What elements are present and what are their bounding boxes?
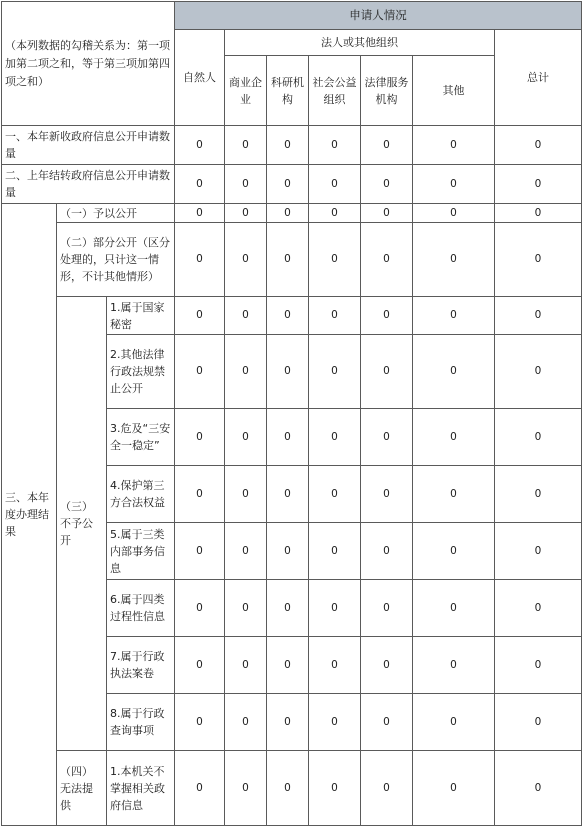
value-cell: 0 [225,523,267,580]
value-cell: 0 [309,694,361,751]
value-cell: 0 [267,126,309,165]
value-cell: 0 [267,466,309,523]
applicant-header: 申请人情况 [175,2,582,30]
value-cell: 0 [175,694,225,751]
value-cell: 0 [267,580,309,637]
value-cell: 0 [495,580,582,637]
value-cell: 0 [267,409,309,466]
row-label: （一）予以公开 [57,204,175,223]
value-cell: 0 [175,466,225,523]
sub-header-research: 科研机构 [267,56,309,126]
sub-header-business: 商业企业 [225,56,267,126]
table-row [2,297,582,335]
value-cell: 0 [309,126,361,165]
value-cell: 0 [309,466,361,523]
value-cell: 0 [175,165,225,204]
value-cell: 0 [175,751,225,826]
value-cell: 0 [175,126,225,165]
value-cell: 0 [495,297,582,335]
row-label: 6.属于四类过程性信息 [107,580,175,637]
value-cell: 0 [495,204,582,223]
value-cell: 0 [309,751,361,826]
section-3-label: 三、本年度办理结果 [2,204,57,826]
value-cell: 0 [361,223,413,297]
group-3c-label: （三）不予公开 [57,297,107,751]
value-cell: 0 [495,637,582,694]
value-cell: 0 [361,297,413,335]
value-cell: 0 [361,335,413,409]
value-cell: 0 [225,409,267,466]
value-cell: 0 [413,580,495,637]
sub-header-legal-service: 法律服务机构 [361,56,413,126]
value-cell: 0 [267,523,309,580]
value-cell: 0 [495,335,582,409]
disclosure-stats-table [1,1,582,826]
value-cell: 0 [495,466,582,523]
value-cell: 0 [175,204,225,223]
value-cell: 0 [495,523,582,580]
table-row [2,126,582,165]
value-cell: 0 [361,637,413,694]
row-label: 5.属于三类内部事务信息 [107,523,175,580]
value-cell: 0 [413,466,495,523]
row-label: 一、本年新收政府信息公开申请数量 [2,126,175,165]
row-label: 二、上年结转政府信息公开申请数量 [2,165,175,204]
value-cell: 0 [175,637,225,694]
value-cell: 0 [309,523,361,580]
value-cell: 0 [413,409,495,466]
value-cell: 0 [267,204,309,223]
value-cell: 0 [361,466,413,523]
value-cell: 0 [413,165,495,204]
row-label: 1.本机关不掌握相关政府信息 [107,751,175,826]
value-cell: 0 [413,204,495,223]
value-cell: 0 [225,204,267,223]
row-label: 7.属于行政执法案卷 [107,637,175,694]
value-cell: 0 [413,523,495,580]
value-cell: 0 [361,126,413,165]
value-cell: 0 [225,223,267,297]
value-cell: 0 [267,223,309,297]
table-row [2,751,582,826]
value-cell: 0 [361,165,413,204]
value-cell: 0 [175,223,225,297]
value-cell: 0 [267,297,309,335]
value-cell: 0 [225,165,267,204]
value-cell: 0 [495,694,582,751]
value-cell: 0 [225,637,267,694]
value-cell: 0 [267,694,309,751]
value-cell: 0 [413,694,495,751]
total-header: 总计 [495,30,582,126]
sub-header-other: 其他 [413,56,495,126]
value-cell: 0 [309,223,361,297]
value-cell: 0 [175,409,225,466]
table-row [2,223,582,297]
value-cell: 0 [309,335,361,409]
value-cell: 0 [413,751,495,826]
value-cell: 0 [225,126,267,165]
value-cell: 0 [175,523,225,580]
row-label: 8.属于行政查询事项 [107,694,175,751]
sub-header-public-welfare: 社会公益组织 [309,56,361,126]
legal-group-header: 法人或其他组织 [225,30,495,56]
value-cell: 0 [225,466,267,523]
value-cell: 0 [309,637,361,694]
row-label: 4.保护第三方合法权益 [107,466,175,523]
value-cell: 0 [225,335,267,409]
value-cell: 0 [175,297,225,335]
relation-note: （本列数据的勾稽关系为：第一项加第二项之和，等于第三项加第四项之和） [2,2,175,126]
value-cell: 0 [267,751,309,826]
row-label: （二）部分公开（区分处理的，只计这一情形，不计其他情形） [57,223,175,297]
group-3d-label: （四）无法提供 [57,751,107,826]
value-cell: 0 [361,694,413,751]
value-cell: 0 [413,637,495,694]
value-cell: 0 [361,204,413,223]
value-cell: 0 [413,223,495,297]
value-cell: 0 [225,580,267,637]
row-label: 1.属于国家秘密 [107,297,175,335]
value-cell: 0 [267,335,309,409]
value-cell: 0 [495,126,582,165]
natural-person-header: 自然人 [175,30,225,126]
row-label: 3.危及“三安全一稳定” [107,409,175,466]
value-cell: 0 [361,523,413,580]
value-cell: 0 [225,297,267,335]
value-cell: 0 [309,165,361,204]
value-cell: 0 [225,694,267,751]
table-row [2,204,582,223]
value-cell: 0 [413,335,495,409]
value-cell: 0 [495,223,582,297]
value-cell: 0 [267,637,309,694]
value-cell: 0 [309,297,361,335]
value-cell: 0 [495,165,582,204]
value-cell: 0 [309,580,361,637]
value-cell: 0 [413,297,495,335]
value-cell: 0 [175,335,225,409]
table-row [2,165,582,204]
value-cell: 0 [361,751,413,826]
value-cell: 0 [309,204,361,223]
value-cell: 0 [309,409,361,466]
value-cell: 0 [225,751,267,826]
value-cell: 0 [361,580,413,637]
value-cell: 0 [495,751,582,826]
value-cell: 0 [361,409,413,466]
row-label: 2.其他法律行政法规禁止公开 [107,335,175,409]
value-cell: 0 [413,126,495,165]
value-cell: 0 [175,580,225,637]
value-cell: 0 [495,409,582,466]
value-cell: 0 [267,165,309,204]
